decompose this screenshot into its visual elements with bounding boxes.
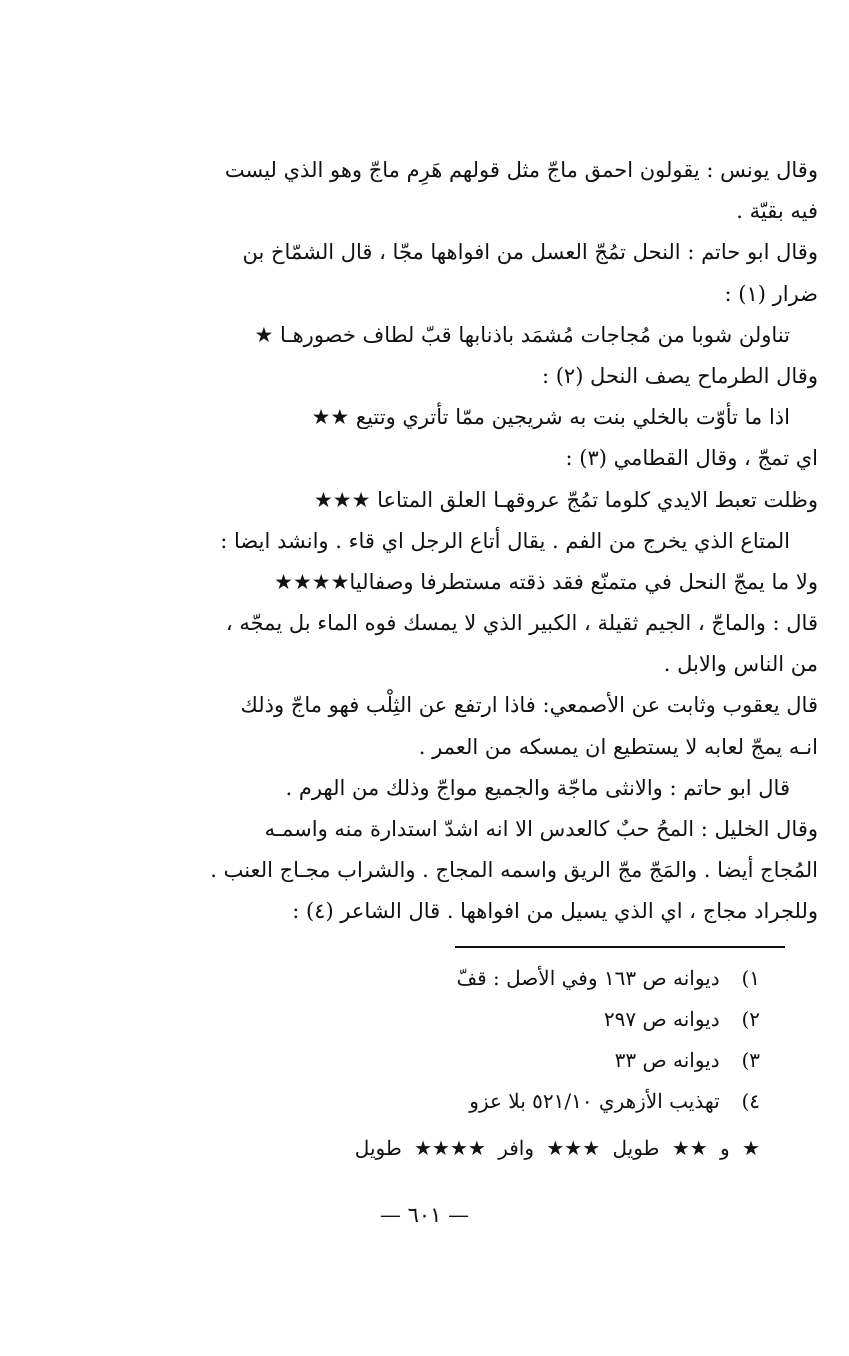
text-line: قال : والماجّ ، الجيم ثقيلة ، الكبير الذي لا يمسك فوه الماء بل يمجّه ، — [225, 611, 818, 636]
footnote-3 — [200, 1040, 760, 1081]
text-line: وقال الخليل : المحُ حبٌ كالعدس الا انه اشدّ استدارة منه واسمـه — [264, 817, 818, 841]
footnote-text: ديوانه ص ٢٩٧ — [603, 1007, 720, 1031]
verse-line: اذا ما تأوّت بالخلي بنت به شريجين ممّا تأتري وتتيع ★★ — [311, 405, 790, 430]
footnote-text: ديوانه ص ٣٣ — [614, 1048, 720, 1072]
footnote-text: تهذيب الأزهري ٥٢١/١٠ بلا عزو — [469, 1089, 720, 1113]
text-line: المُجاج أيضا . والمَجّ مجّ الريق واسمه المجاج . والشراب مجـاج العنب . — [210, 858, 818, 883]
verse-line: وظلت تعبط الايدي كلوما تمُجّ عروقهـا العلق المتاعا ★★★ — [313, 487, 818, 512]
text-line: فيه بقيّة . — [736, 199, 818, 224]
footnote-number: ٣) — [741, 1048, 760, 1072]
footnote-number: ١) — [741, 966, 760, 990]
text-line: وقال يونس : يقولون احمق ماجّ مثل قولهم هَرِم ماجّ وهو الذي ليست — [224, 158, 818, 182]
footnotes — [200, 958, 760, 1169]
footnote-2 — [200, 999, 760, 1040]
verse-line: ولا ما يمجّ النحل في متمنّع فقد ذقته مستطرفا وصفاليا★★★★ — [274, 569, 818, 594]
text-line: قال يعقوب وثابت عن الأصمعي: فاذا ارتفع عن الثِلْب فهو ماجّ وذلك — [240, 693, 818, 718]
page-number: — ٦٠١ — — [379, 1203, 470, 1227]
footnote-number: ٤) — [741, 1089, 760, 1113]
text-line: وللجراد مجاج ، اي الذي يسيل من افواهها . قال الشاعر (٤) : — [292, 899, 818, 924]
text-line: المتاع الذي يخرج من الفم . يقال أتاع الرجل اي قاء . وانشد ايضا : — [220, 528, 790, 553]
text-line: اي تمجّ ، وقال القطامي (٣) : — [565, 446, 818, 471]
text-line: قال ابو حاتم : والانثى ماجّة والجميع مواجّ وذلك من الهرم . — [285, 775, 790, 800]
text-line: انـه يمجّ لعابه لا يستطيع ان يمسكه من العمر . — [418, 734, 818, 759]
footnote-number: ٢) — [741, 1007, 760, 1031]
main-text — [118, 150, 818, 933]
text-line: وقال ابو حاتم : النحل تمُجّ العسل من افواهها مجّا ، قال الشمّاخ بن — [242, 240, 818, 265]
text-line: وقال الطرماح يصف النحل (٢) : — [541, 363, 818, 388]
footnote-1 — [200, 958, 760, 999]
text-line: من الناس والابل . — [663, 652, 818, 677]
footnote-divider — [455, 946, 785, 948]
meters-note: ★ و ★★ طويل ★★★ وافر ★★★★ طويل — [354, 1136, 760, 1160]
footnote-text: ديوانه ص ١٦٣ وفي الأصل : قفّ — [456, 966, 720, 990]
verse-line: تناولن شوبا من مُجاجات مُشمَد باذنابها قبّ لطاف خصورهـا ★ — [254, 322, 790, 347]
text-line: ضرار (١) : — [724, 281, 818, 306]
footnote-4 — [200, 1081, 760, 1122]
